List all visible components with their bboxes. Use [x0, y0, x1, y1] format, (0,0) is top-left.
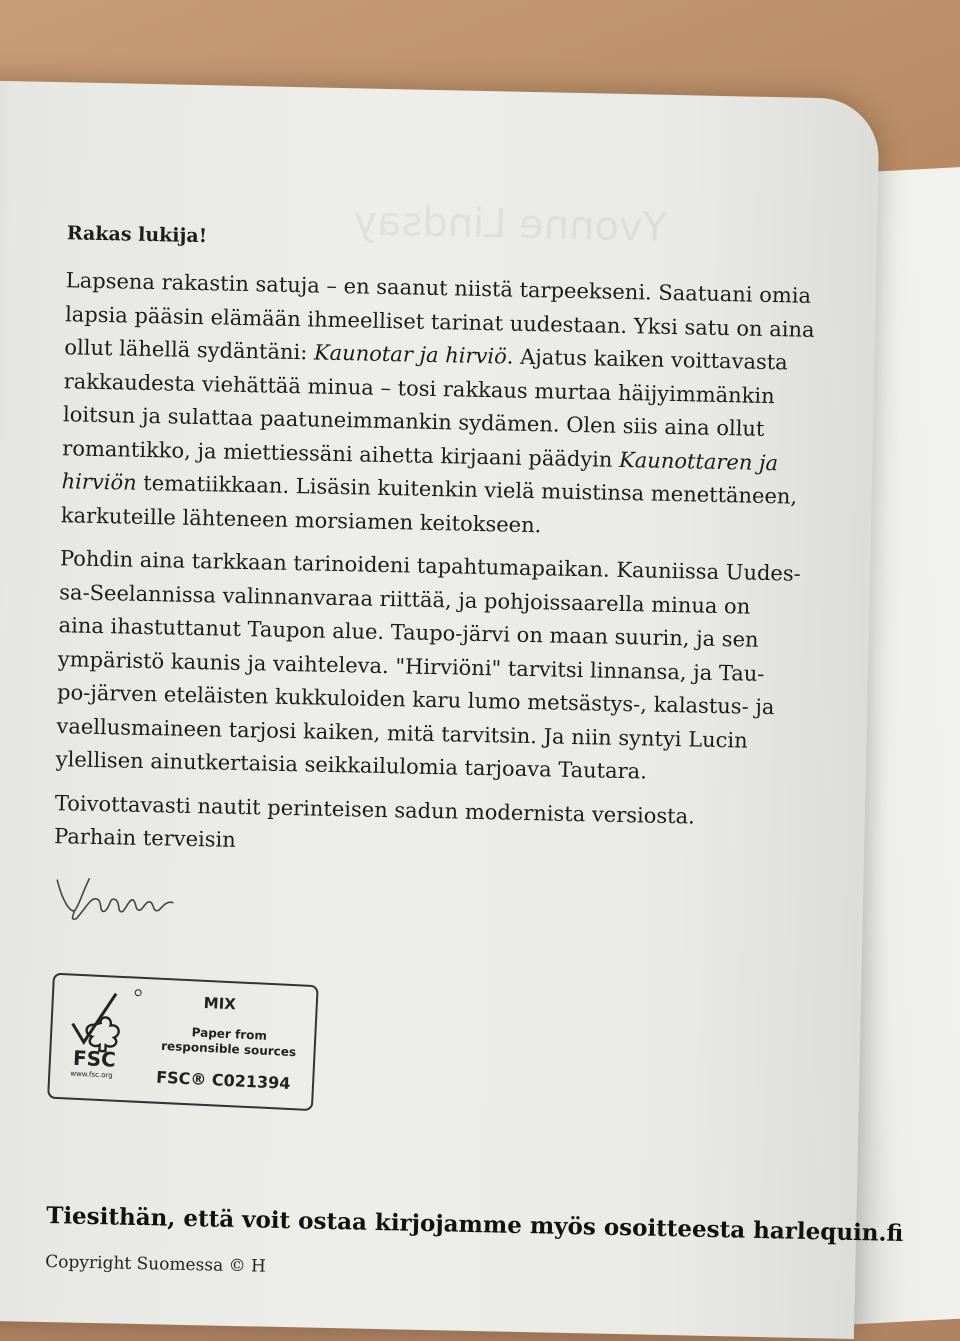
paragraph-line: ylellisen ainutkertaisia seikkailulomia tarjoava Tautara. — [55, 747, 648, 784]
footer-note: Tiesithän, että voit ostaa kirjojamme myös osoitteesta harlequin.fi — [45, 1202, 904, 1248]
letter-greeting: Rakas lukija! — [66, 222, 208, 248]
letter — [49, 222, 847, 1118]
copyright-line: Copyright Suomessa © H — [45, 1252, 267, 1277]
paragraph-line: hirviön tematiikkaan. Lisäsin kuitenkin vielä muistinsa menettäneen, — [61, 469, 798, 509]
book-title: Kaunotar ja hirviö — [313, 340, 508, 369]
fsc-url: www.fsc.org — [70, 1069, 113, 1080]
fsc-certification-label — [47, 972, 319, 1110]
handwritten-signature — [52, 872, 833, 938]
paragraph-line: vaellusmaineen tarjosi kaiken, mitä tarvitsin. Ja niin syntyi Lucin — [56, 713, 748, 753]
closing-line: Toivottavasti nautit perinteisen sadun modernista versiosta. — [54, 790, 696, 829]
paragraph-line: ollut lähellä sydäntäni: Kaunotar ja hirviö. Ajatus kaiken voittavasta — [64, 335, 788, 375]
paragraph-line: loitsun ja sulattaa paatuneimmankin sydämen. Olen siis aina ollut — [62, 402, 765, 441]
fsc-mix: MIX — [203, 993, 237, 1013]
letter-paragraph-2 — [55, 542, 840, 793]
fsc-license-code: FSC® C021394 — [155, 1067, 291, 1093]
paragraph-line: karkuteille lähteneen morsiamen keitokseen. — [60, 502, 542, 537]
paragraph-line: sa-Seelannissa valinnanvaraa riittää, ja pohjoissaarella minua on — [59, 579, 751, 619]
book-title: Kaunottaren ja — [618, 447, 779, 475]
fsc-tree-checkmark-icon — [61, 983, 146, 1097]
paragraph-line: ympäristö kaunis ja vaihteleva. "Hirviöni" tarvitsi linnansa, ja Tau- — [57, 646, 765, 686]
paragraph-line: Pohdin aina tarkkaan tarinoideni tapahtumapaikan. Kauniissa Uudes- — [59, 546, 801, 586]
fsc-paper-source: Paper from responsible sources — [160, 1024, 297, 1059]
fsc-brand: FSC — [72, 1045, 117, 1072]
book-title: hirviön — [61, 469, 137, 495]
paragraph-line: romantikko, ja miettiessäni aihetta kirjaani päädyin Kaunottaren ja — [62, 435, 779, 475]
paragraph-line: aina ihastuttanut Taupon alue. Taupo-järvi on maan suurin, ja sen — [58, 613, 759, 652]
paragraph-line: rakkaudesta viehättää minua – tosi rakkaus murtaa häijyimmänkin — [63, 368, 775, 408]
paragraph-line: po-järven eteläisten kukkuloiden karu lumo metsästys-, kalastus- ja — [56, 680, 775, 720]
signature-scribble — [52, 872, 183, 925]
paragraph-line: lapsia pääsin elämään ihmeelliset tarinat uudestaan. Yksi satu on aina — [64, 301, 815, 342]
paragraph-line: Lapsena rakastin satuja – en saanut niistä tarpeekseni. Saatuani omia — [65, 268, 812, 308]
letter-paragraph-1 — [61, 264, 846, 548]
bleed-through-text: Yvonne Lindsay — [352, 198, 668, 251]
book-page — [0, 80, 904, 1339]
signoff: Parhain terveisin — [53, 824, 237, 852]
